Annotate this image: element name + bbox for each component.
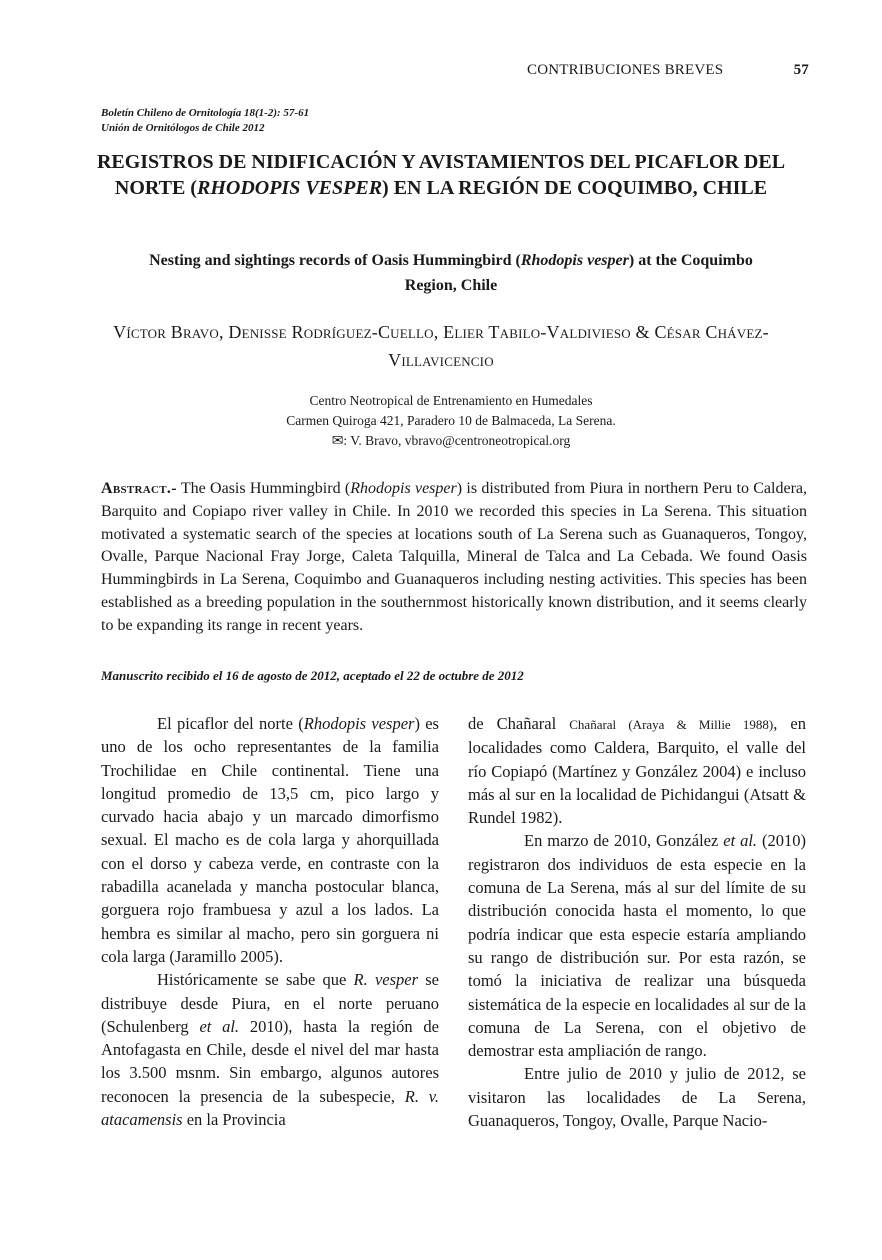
text: de Chañaral (468, 714, 570, 733)
contact-text: : V. Bravo, vbravo@centroneotropical.org (343, 433, 571, 448)
title-text-2: ) EN LA REGIÓN DE COQUIMBO, CHILE (382, 177, 768, 199)
paragraph (101, 712, 439, 968)
body-column-left (101, 712, 439, 1131)
paragraph (468, 712, 806, 829)
text: Históricamente se sabe que (157, 970, 354, 990)
running-head (527, 62, 809, 82)
subspecies-name: R. v. atacamensis (101, 1086, 439, 1130)
text: Chañaral (Araya & Millie 1988) (569, 717, 774, 732)
paragraph: Entre julio de 2010 y julio de 2012, se visitaron las localidades de La Serena, Guanaqueros, Tongoy, Ovalle, Parque Nacio- (468, 1064, 806, 1131)
subtitle-species: Rhodopis vesper (520, 252, 629, 269)
text: ) es uno de los ocho representantes de la familia Trochilidae en Chile continental. Tiene una longitud promedio de 13,5 cm, pico largo y curvado hacia abajo y un marcado dimorfismo sexual. El macho es de cola larga y ahorquillada con el dorso y cabeza verde, en contraste con la rabadilla acanelada y mancha postocular blanca, gorguera rojo frambuesa y azul a los lados. La hembra es similar al macho, pero sin gorguera ni cola larga (Jaramillo 2005). (101, 714, 439, 966)
species-name: R. vesper (353, 970, 419, 990)
text: (2010) registraron dos individuos de esta especie en la comuna de La Serena, más al sur del límite de su distribución conocida hasta el momento, lo que podría indicar que esta especie estaría ampliando su rango de distribución sur. Por esta razón, se tomó la iniciativa de realizar una búsqueda sistemática de la especie en localidades al sur de la comuna de La Serena, con el objetivo de demostrar esta ampliación de rango. (468, 831, 806, 1061)
abstract (101, 478, 807, 638)
journal-line-1: Boletín Chileno de Ornitología 18(1-2): 57-61 (101, 107, 310, 119)
species-name: Rhodopis vesper (303, 714, 415, 733)
affiliation-line-1: Centro Neotropical de Entrenamiento en Humedales (309, 393, 593, 408)
article-title (90, 149, 792, 201)
affiliation-line-2: Carmen Quiroga 421, Paradero 10 de Balmaceda, La Serena. (286, 413, 616, 428)
paragraph (101, 968, 439, 1131)
text: En marzo de 2010, González (524, 831, 724, 851)
subtitle-text-2: ) at the Coquimbo Region, Chile (404, 252, 753, 294)
body-column-right (468, 712, 806, 1132)
author-list: Víctor Bravo, Denisse Rodríguez-Cuello, Elier Tabilo-Valdivieso & César Chávez-Villavicencio (113, 322, 769, 370)
text: El picaflor del norte ( (157, 714, 304, 733)
subtitle-text-1: Nesting and sightings records of Oasis Hummingbird ( (149, 252, 521, 269)
journal-citation (101, 106, 309, 136)
text: , en localidades como Caldera, Barquito, el valle del río Copiapó (Martínez y González 2004) e incluso más al sur en la localidad de Pichidangui (Atsatt & Rundel 1982). (468, 714, 806, 828)
abstract-text-2: ) is distributed from Piura in northern Peru to Caldera, Barquito and Copiapo river valley in Chile. In 2010 we recorded this species in La Serena. This situation motivated a systematic search of the species at locations south of La Serena such as Guanaqueros, Tongoy, Ovalle, Parque Nacional Fray Jorge, Caleta Talquilla, Mineral de Talca and La Cebada. We found Oasis Hummingbirds in La Serena, Coquimbo and Guanaqueros including nesting activities. This species has been established as a breeding population in the southernmost historically known distribution, and it seems clearly to be expanding its range in recent years. (101, 480, 808, 634)
contact-line (150, 431, 752, 452)
paragraph (468, 829, 806, 1062)
abstract-label: Abstract.- (101, 480, 177, 497)
text: 2010), hasta la región de Antofagasta en Chile, desde el nivel del mar hasta los 3.500 msnm. Sin embargo, algunos autores reconocen la presencia de la subespecie, (101, 1016, 439, 1106)
received-date: Manuscrito recibido el 16 de agosto de 2012, aceptado el 22 de octubre de 2012 (101, 668, 524, 683)
abstract-text-1: The Oasis Hummingbird ( (176, 480, 351, 497)
article-subtitle (130, 248, 772, 298)
title-text-1: REGISTROS DE NIDIFICACIÓN Y AVISTAMIENTOS DEL PICAFLOR DEL NORTE ( (96, 151, 786, 199)
section-name: CONTRIBUCIONES BREVES (527, 62, 724, 78)
mail-icon: ✉ (331, 434, 344, 449)
journal-line-2: Unión de Ornitólogos de Chile 2012 (101, 122, 265, 134)
text: se distribuye desde Piura, en el norte peruano (Schulenberg (101, 970, 439, 1036)
title-species: RHODOPIS VESPER (196, 177, 383, 199)
abstract-species: Rhodopis vesper (350, 480, 457, 497)
text: en la Provincia (182, 1110, 286, 1130)
affiliation (150, 391, 752, 452)
et-al: et al. (199, 1016, 240, 1036)
et-al: et al. (723, 831, 758, 851)
page-number: 57 (793, 62, 809, 78)
